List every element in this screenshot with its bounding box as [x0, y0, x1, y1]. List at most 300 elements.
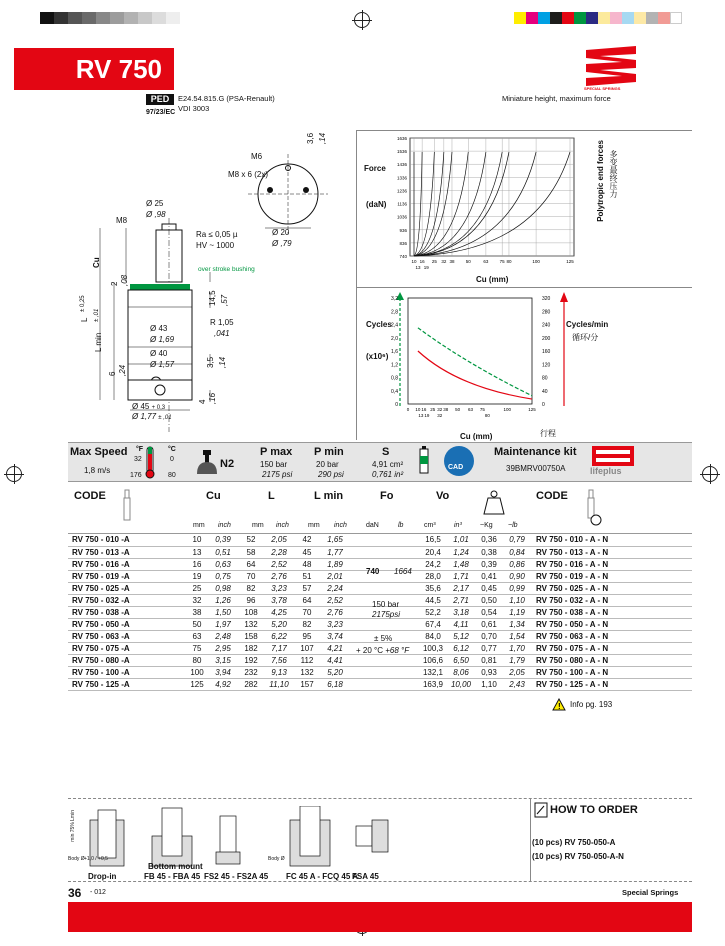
cycles-ytick-right: 0 — [542, 402, 545, 408]
s-label: S — [382, 446, 390, 458]
table-cell: 10 — [186, 534, 208, 546]
force-curve — [414, 152, 422, 256]
table-cell: RV 750 - 016 -A — [68, 558, 186, 570]
unit-l-inch: inch — [276, 522, 289, 529]
table-cell: 132,1 — [420, 666, 446, 678]
table-cell: RV 750 - 100 - A - N — [532, 666, 692, 678]
force-plot-frame — [410, 138, 574, 256]
page-code: - 012 — [90, 889, 106, 896]
table-cell: 82 — [294, 618, 320, 630]
table-cell: 0,39 — [476, 558, 502, 570]
order-example-1: (10 pcs) RV 750-050-A — [532, 838, 616, 847]
table-cell: 82 — [238, 582, 264, 594]
cycles-ytick-right: 80 — [542, 375, 548, 382]
cycles-ytick-left: 1,2 — [391, 362, 398, 369]
dim-3-5: 3,5 — [206, 356, 215, 368]
dim-l: L — [80, 317, 89, 322]
table-cell: 0,41 — [476, 570, 502, 582]
dim-d40: Ø 40 — [150, 349, 168, 358]
temperature-note-c: + 20 °C — [356, 646, 383, 655]
table-cell: 4,41 — [320, 654, 350, 666]
table-cell: 35,6 — [420, 582, 446, 594]
col-code-n: CODE — [536, 490, 568, 502]
cycles-ytick-left: 3,2 — [391, 296, 398, 302]
dim-2-inch: ,08 — [120, 274, 129, 286]
over-stroke-bushing-label: over stroke bushing — [198, 266, 255, 273]
table-cell: RV 750 - 063 -A — [68, 630, 186, 642]
table-cell: 95 — [294, 630, 320, 642]
dim-d25-inch: Ø ,98 — [146, 210, 166, 219]
force-side-label: Polytropic end forces — [596, 140, 605, 222]
force-xtick-label: 125 — [566, 259, 574, 264]
cycles-ytick-right: 40 — [542, 388, 548, 395]
s-inch: 0,761 in² — [372, 470, 404, 479]
dim-m8: M8 — [116, 216, 128, 225]
temp-c-unit: °C — [168, 446, 176, 453]
table-cell: 1,71 — [446, 570, 476, 582]
cycles-ytick-right: 240 — [542, 322, 551, 329]
dim-d45-tol: + 0,3 — [151, 405, 166, 411]
cycles-curve-green — [418, 328, 532, 396]
cycles-xtick: 10 — [415, 407, 421, 412]
cycles-ytick-left: 0 — [395, 402, 398, 408]
table-cell: RV 750 - 125 -A — [68, 678, 186, 690]
table-header — [68, 486, 692, 534]
col-fo: Fo — [380, 490, 394, 502]
table-cell: 4,25 — [264, 606, 294, 618]
table-cell: 9,13 — [264, 666, 294, 678]
cycles-xtick: 32 — [437, 407, 443, 412]
cycles-ytick-right: 160 — [542, 349, 551, 355]
force-yunit: (daN) — [366, 200, 387, 209]
table-cell — [350, 618, 420, 630]
cycles-curve-red — [418, 351, 532, 399]
dim-cu: Cu — [92, 257, 101, 268]
page-title: RV 750 — [75, 54, 162, 84]
table-cell: RV 750 - 080 -A — [68, 654, 186, 666]
table-cell: RV 750 - 025 - A - N — [532, 582, 692, 594]
temperature-note-f: +68 °F — [385, 646, 410, 655]
table-cell: 182 — [238, 642, 264, 654]
cycles-xtick: 25 — [430, 407, 436, 412]
force-ytick-label: 1236 — [396, 188, 407, 194]
table-cell: 106,6 — [420, 654, 446, 666]
table-row — [68, 534, 692, 546]
table-cell: 108 — [238, 606, 264, 618]
force-xtick-label: 63 — [483, 259, 489, 264]
table-cell: 2,28 — [264, 546, 294, 558]
table-cell: 4,92 — [208, 678, 238, 690]
mount-bottom-codes: FB 45 - FBA 45 — [144, 872, 201, 881]
cycles-xtick-80: 80 — [484, 413, 490, 418]
gas-label: N2 — [220, 458, 235, 470]
pmax-psi: 2175 psi — [262, 470, 293, 479]
dim-2: 2 — [110, 281, 119, 286]
cycles-xlabel: Cu (mm) — [460, 432, 493, 441]
table-cell: 2,76 — [320, 606, 350, 618]
unit-dan: daN — [366, 522, 379, 529]
table-cell: 16,5 — [420, 534, 446, 546]
lifeplus-label: lifeplus — [590, 466, 622, 476]
table-row — [68, 570, 692, 582]
table-cell: 0,81 — [476, 654, 502, 666]
weight-icon — [480, 488, 508, 516]
dim-6: 6 — [108, 371, 117, 376]
table-cell: 0,90 — [502, 570, 532, 582]
order-example-2: (10 pcs) RV 750-050-A-N — [532, 852, 624, 861]
table-cell: RV 750 - 019 -A — [68, 570, 186, 582]
cycles-yunit: (x10⁶) — [366, 352, 389, 361]
table-cell: 6,18 — [320, 678, 350, 690]
table-cell — [350, 678, 420, 690]
force-ytick-label: 836 — [399, 240, 407, 246]
force-ytick-label: 1436 — [396, 162, 407, 168]
info-link[interactable]: Info pg. 193 — [570, 700, 613, 709]
table-cell: RV 750 - 038 -A — [68, 606, 186, 618]
dim-3-5-inch: ,14 — [218, 356, 227, 368]
table-cell: 1,48 — [446, 558, 476, 570]
table-cell: 1,97 — [208, 618, 238, 630]
table-cell: 1,10 — [476, 678, 502, 690]
dim-d45-inch-tol: ± ,01 — [158, 415, 172, 421]
unit-l-mm: mm — [252, 522, 264, 529]
cycles-ytick-right: 280 — [542, 309, 551, 316]
force-xtick-label: 16 — [419, 259, 425, 264]
table-row — [68, 582, 692, 594]
table-cell: 64 — [238, 558, 264, 570]
crosshair-mark — [6, 466, 22, 482]
cad-badge[interactable] — [444, 446, 474, 476]
mount-fs: FS2 45 - FS2A 45 — [204, 872, 269, 881]
mount-bottom-title: Bottom mount — [148, 862, 203, 871]
force-curve — [414, 152, 444, 256]
table-cell: 1,54 — [502, 630, 532, 642]
table-cell: RV 750 - 032 - A - N — [532, 594, 692, 606]
table-cell: 2,76 — [264, 570, 294, 582]
table-cell: 3,94 — [208, 666, 238, 678]
table-row — [68, 678, 692, 690]
cycles-ylabel: Cycles — [366, 320, 392, 329]
force-xtick-label: 75 — [499, 259, 505, 264]
table-cell: 2,01 — [320, 570, 350, 582]
table-cell: 3,18 — [446, 606, 476, 618]
table-cell: 63 — [186, 630, 208, 642]
table-cell: 158 — [238, 630, 264, 642]
force-curve — [414, 152, 536, 256]
force-xtick-label: 38 — [449, 259, 455, 264]
dim-4: 4 — [198, 399, 207, 404]
table-cell: 1,50 — [208, 606, 238, 618]
table-cell: 163,9 — [420, 678, 446, 690]
table-cell: 1,10 — [502, 594, 532, 606]
table-cell: 100,3 — [420, 642, 446, 654]
table-cell: 0,77 — [476, 642, 502, 654]
force-ytick-label: 740 — [399, 254, 407, 259]
table-cell — [350, 654, 420, 666]
body-label-2: Body Ø — [268, 856, 285, 862]
table-cell — [350, 534, 420, 546]
table-cell: 2,24 — [320, 582, 350, 594]
special-springs-logo — [586, 46, 638, 90]
dim-4-inch: ,16 — [208, 392, 217, 404]
dim-d45 — [132, 402, 165, 411]
tolerance: ± 5% — [374, 634, 393, 643]
cycles-right-label: Cycles/min — [566, 320, 609, 329]
dim-m6: M6 — [251, 152, 263, 161]
dim-m8x6: M8 x 6 (2x) — [228, 170, 269, 179]
temp-f-high: 32 — [134, 456, 142, 463]
table-cell: RV 750 - 063 - A - N — [532, 630, 692, 642]
cycles-xtick: 16 — [421, 407, 427, 412]
table-cell: 67,4 — [420, 618, 446, 630]
cycles-xtick: 100 — [503, 407, 511, 412]
table-cell: 1,34 — [502, 618, 532, 630]
force-xlabel: Cu (mm) — [476, 275, 509, 284]
table-cell: 2,71 — [446, 594, 476, 606]
how-to-order-title: HOW TO ORDER — [550, 804, 638, 816]
force-xtick-label: 32 — [441, 259, 447, 264]
table-cell: RV 750 - 025 -A — [68, 582, 186, 594]
force-curve — [414, 152, 502, 256]
table-cell: 0,38 — [476, 546, 502, 558]
dim-d25: Ø 25 — [146, 199, 164, 208]
table-cell: 6,50 — [446, 654, 476, 666]
force-xtick-label: 10 — [411, 259, 417, 264]
chart-panel-left-border — [356, 130, 357, 440]
force-side-label-cn: 多变最终压力 — [609, 150, 618, 198]
table-cell: 7,56 — [264, 654, 294, 666]
cycles-stroke-cn: 行程 — [540, 429, 556, 438]
temp-f-low: 176 — [130, 472, 142, 479]
dim-r105: R 1,05 — [210, 318, 234, 327]
chart-panel-top-border — [356, 130, 692, 131]
table-cell: 3,78 — [264, 594, 294, 606]
temp-c-high: 0 — [170, 456, 174, 463]
pmin-value: 20 bar — [316, 460, 339, 469]
table-cell: 4,21 — [320, 642, 350, 654]
dim-14-5: 14,5 — [208, 290, 217, 306]
mount-fsa: FSA 45 — [352, 872, 379, 881]
table-cell: RV 750 - 010 -A — [68, 534, 186, 546]
table-cell: 1,24 — [446, 546, 476, 558]
table-cell: 20,4 — [420, 546, 446, 558]
table-cell: 1,70 — [502, 642, 532, 654]
unit-cu-inch: inch — [218, 522, 231, 529]
table-cell: 25 — [186, 582, 208, 594]
table-cell: 57 — [294, 582, 320, 594]
table-cell: 0,39 — [208, 534, 238, 546]
table-cell: 4,11 — [446, 618, 476, 630]
dim-l-tol: ± 0,25 — [80, 295, 86, 312]
body-label: Body Ø — [68, 856, 85, 862]
dim-hv: HV ~ 1000 — [196, 241, 235, 250]
cad-label: CAD — [448, 464, 464, 471]
unit-kg: ~Kg — [480, 522, 493, 529]
table-cell: 2,17 — [446, 582, 476, 594]
dim-d45-inch — [132, 412, 172, 421]
cycles-chart — [378, 290, 578, 440]
unit-lb: lb — [398, 522, 404, 529]
ped-badge: PED — [146, 94, 174, 105]
table-cell — [350, 666, 420, 678]
table-cell: RV 750 - 050 - A - N — [532, 618, 692, 630]
table-cell: 0,50 — [476, 594, 502, 606]
crosshair-mark — [702, 466, 718, 482]
temp-c-low: 80 — [168, 472, 176, 479]
unit-lbw: ~lb — [508, 522, 518, 529]
table-cell: RV 750 - 075 -A — [68, 642, 186, 654]
table-cell: 0,84 — [502, 546, 532, 558]
table-cell: 2,43 — [502, 678, 532, 690]
table-row — [68, 666, 692, 678]
table-cell: 8,06 — [446, 666, 476, 678]
table-cell: 84,0 — [420, 630, 446, 642]
cycles-ytick-right: 200 — [542, 335, 551, 342]
temperature-note — [356, 646, 409, 655]
cycles-right-label-cn: 循环/分 — [572, 333, 599, 342]
table-row — [68, 546, 692, 558]
fill-pressure: 150 bar — [372, 600, 400, 609]
table-cell: 2,05 — [264, 534, 294, 546]
table-cell: 13 — [186, 546, 208, 558]
mounting-drawings — [84, 806, 532, 870]
table-cell: 24,2 — [420, 558, 446, 570]
cycles-xtick: 50 — [455, 407, 461, 412]
table-cell: RV 750 - 050 -A — [68, 618, 186, 630]
thermometer-icon — [144, 446, 156, 480]
crosshair-mark — [354, 12, 370, 28]
cycles-xtick-row2: 13 — [418, 413, 424, 418]
table-cell: 125 — [186, 678, 208, 690]
cycles-ytick-left: 0,4 — [391, 388, 398, 395]
table-cell: 48 — [294, 558, 320, 570]
table-cell: 1,65 — [320, 534, 350, 546]
table-cell: 0,86 — [502, 558, 532, 570]
unit-lmin-mm: mm — [308, 522, 320, 529]
table-cell: 28,0 — [420, 570, 446, 582]
table-cell: RV 750 - 075 - A - N — [532, 642, 692, 654]
nitrogen-valve-icon — [194, 448, 220, 476]
table-cell: 38 — [186, 606, 208, 618]
col-lmin: L min — [314, 490, 344, 502]
table-cell: 0,93 — [476, 666, 502, 678]
table-cell: 1,89 — [320, 558, 350, 570]
table-cell: 3,74 — [320, 630, 350, 642]
col-code: CODE — [74, 490, 106, 502]
table-cell: 282 — [238, 678, 264, 690]
table-cell: 0,99 — [502, 582, 532, 594]
dim-d45-value: Ø 45 — [132, 402, 150, 411]
cycles-ytick-left: 1,6 — [391, 349, 398, 355]
table-cell: 232 — [238, 666, 264, 678]
table-cell: 5,12 — [446, 630, 476, 642]
order-form-icon — [534, 802, 548, 818]
table-cell: 1,01 — [446, 534, 476, 546]
table-cell: 192 — [238, 654, 264, 666]
dim-r105-inch: ,041 — [214, 329, 230, 338]
pmin-label: P min — [314, 446, 344, 458]
unit-in3: in³ — [454, 522, 462, 529]
dim-d43-inch: Ø 1,69 — [150, 335, 175, 344]
table-cell: 1,26 — [208, 594, 238, 606]
table-cell: 80 — [186, 654, 208, 666]
table-cell: 96 — [238, 594, 264, 606]
force-ylabel: Force — [364, 164, 386, 173]
cycles-xtick: 0 — [406, 407, 410, 412]
table-cell: 0,54 — [476, 606, 502, 618]
table-cell: RV 750 - 013 - A - N — [532, 546, 692, 558]
fo-lb: 1664 — [394, 567, 412, 576]
table-cell: 107 — [294, 642, 320, 654]
table-cell: 6,12 — [446, 642, 476, 654]
table-cell: 5,20 — [320, 666, 350, 678]
footer-band — [68, 902, 692, 932]
force-xtick-label-row2: 19 — [423, 265, 429, 270]
table-cell: 52,2 — [420, 606, 446, 618]
table-cell: 0,61 — [476, 618, 502, 630]
min-depth-label: min 75% Lmin — [70, 810, 76, 842]
table-row — [68, 654, 692, 666]
cycles-ytick-left: 0,8 — [391, 375, 398, 382]
table-cell: 3,23 — [264, 582, 294, 594]
mount-fc: FC 45 A - FCQ 45 A — [286, 872, 359, 881]
table-cell: RV 750 - 125 - A - N — [532, 678, 692, 690]
table-cell: RV 750 - 010 - A - N — [532, 534, 692, 546]
table-cell: 42 — [294, 534, 320, 546]
dim-3-6: 3,6 — [306, 132, 315, 144]
maintenance-kit-code: 39BMRV00750A — [506, 464, 566, 473]
pmax-label: P max — [260, 446, 293, 458]
fill-pressure-psi: 2175psi — [372, 610, 401, 619]
table-cell: 0,70 — [476, 630, 502, 642]
force-curve — [414, 152, 434, 256]
warning-icon — [552, 698, 566, 711]
cycles-ytick-left: 2,8 — [391, 309, 398, 316]
lifeplus-logo — [590, 444, 636, 478]
table-row — [68, 618, 692, 630]
cycles-ytick-left: 2,0 — [391, 335, 398, 342]
table-cell: 0,98 — [208, 582, 238, 594]
maintenance-kit-icon — [414, 446, 434, 480]
temp-f-unit: °F — [136, 446, 144, 453]
table-cell: 3,23 — [320, 618, 350, 630]
unit-cm3: cm³ — [424, 522, 436, 529]
pmin-psi: 290 psi — [318, 470, 344, 479]
table-cell: 75 — [186, 642, 208, 654]
cycles-xtick: 63 — [467, 407, 474, 412]
dim-ra: Ra ≤ 0,05 µ — [196, 230, 238, 239]
force-xtick-label-row2: 13 — [415, 265, 421, 270]
table-cell: 0,79 — [502, 534, 532, 546]
fo-value: 740 — [366, 567, 380, 576]
table-cell: 2,95 — [208, 642, 238, 654]
table-cell: 2,52 — [320, 594, 350, 606]
table-cell: 1,79 — [502, 654, 532, 666]
page-number: 36 — [68, 886, 82, 900]
table-cell: 1,19 — [502, 606, 532, 618]
table-cell: RV 750 - 038 - A - N — [532, 606, 692, 618]
dim-d20-inch: Ø ,79 — [272, 239, 292, 248]
table-cell: 51 — [294, 570, 320, 582]
spring-n-icon — [582, 488, 602, 528]
table-cell: 1,77 — [320, 546, 350, 558]
table-cell: 45 — [294, 546, 320, 558]
table-cell: 32 — [186, 594, 208, 606]
mount-dropin: Drop-in — [88, 872, 117, 881]
table-row — [68, 558, 692, 570]
dim-d43: Ø 43 — [150, 324, 168, 333]
force-ytick-label: 1136 — [397, 201, 407, 207]
